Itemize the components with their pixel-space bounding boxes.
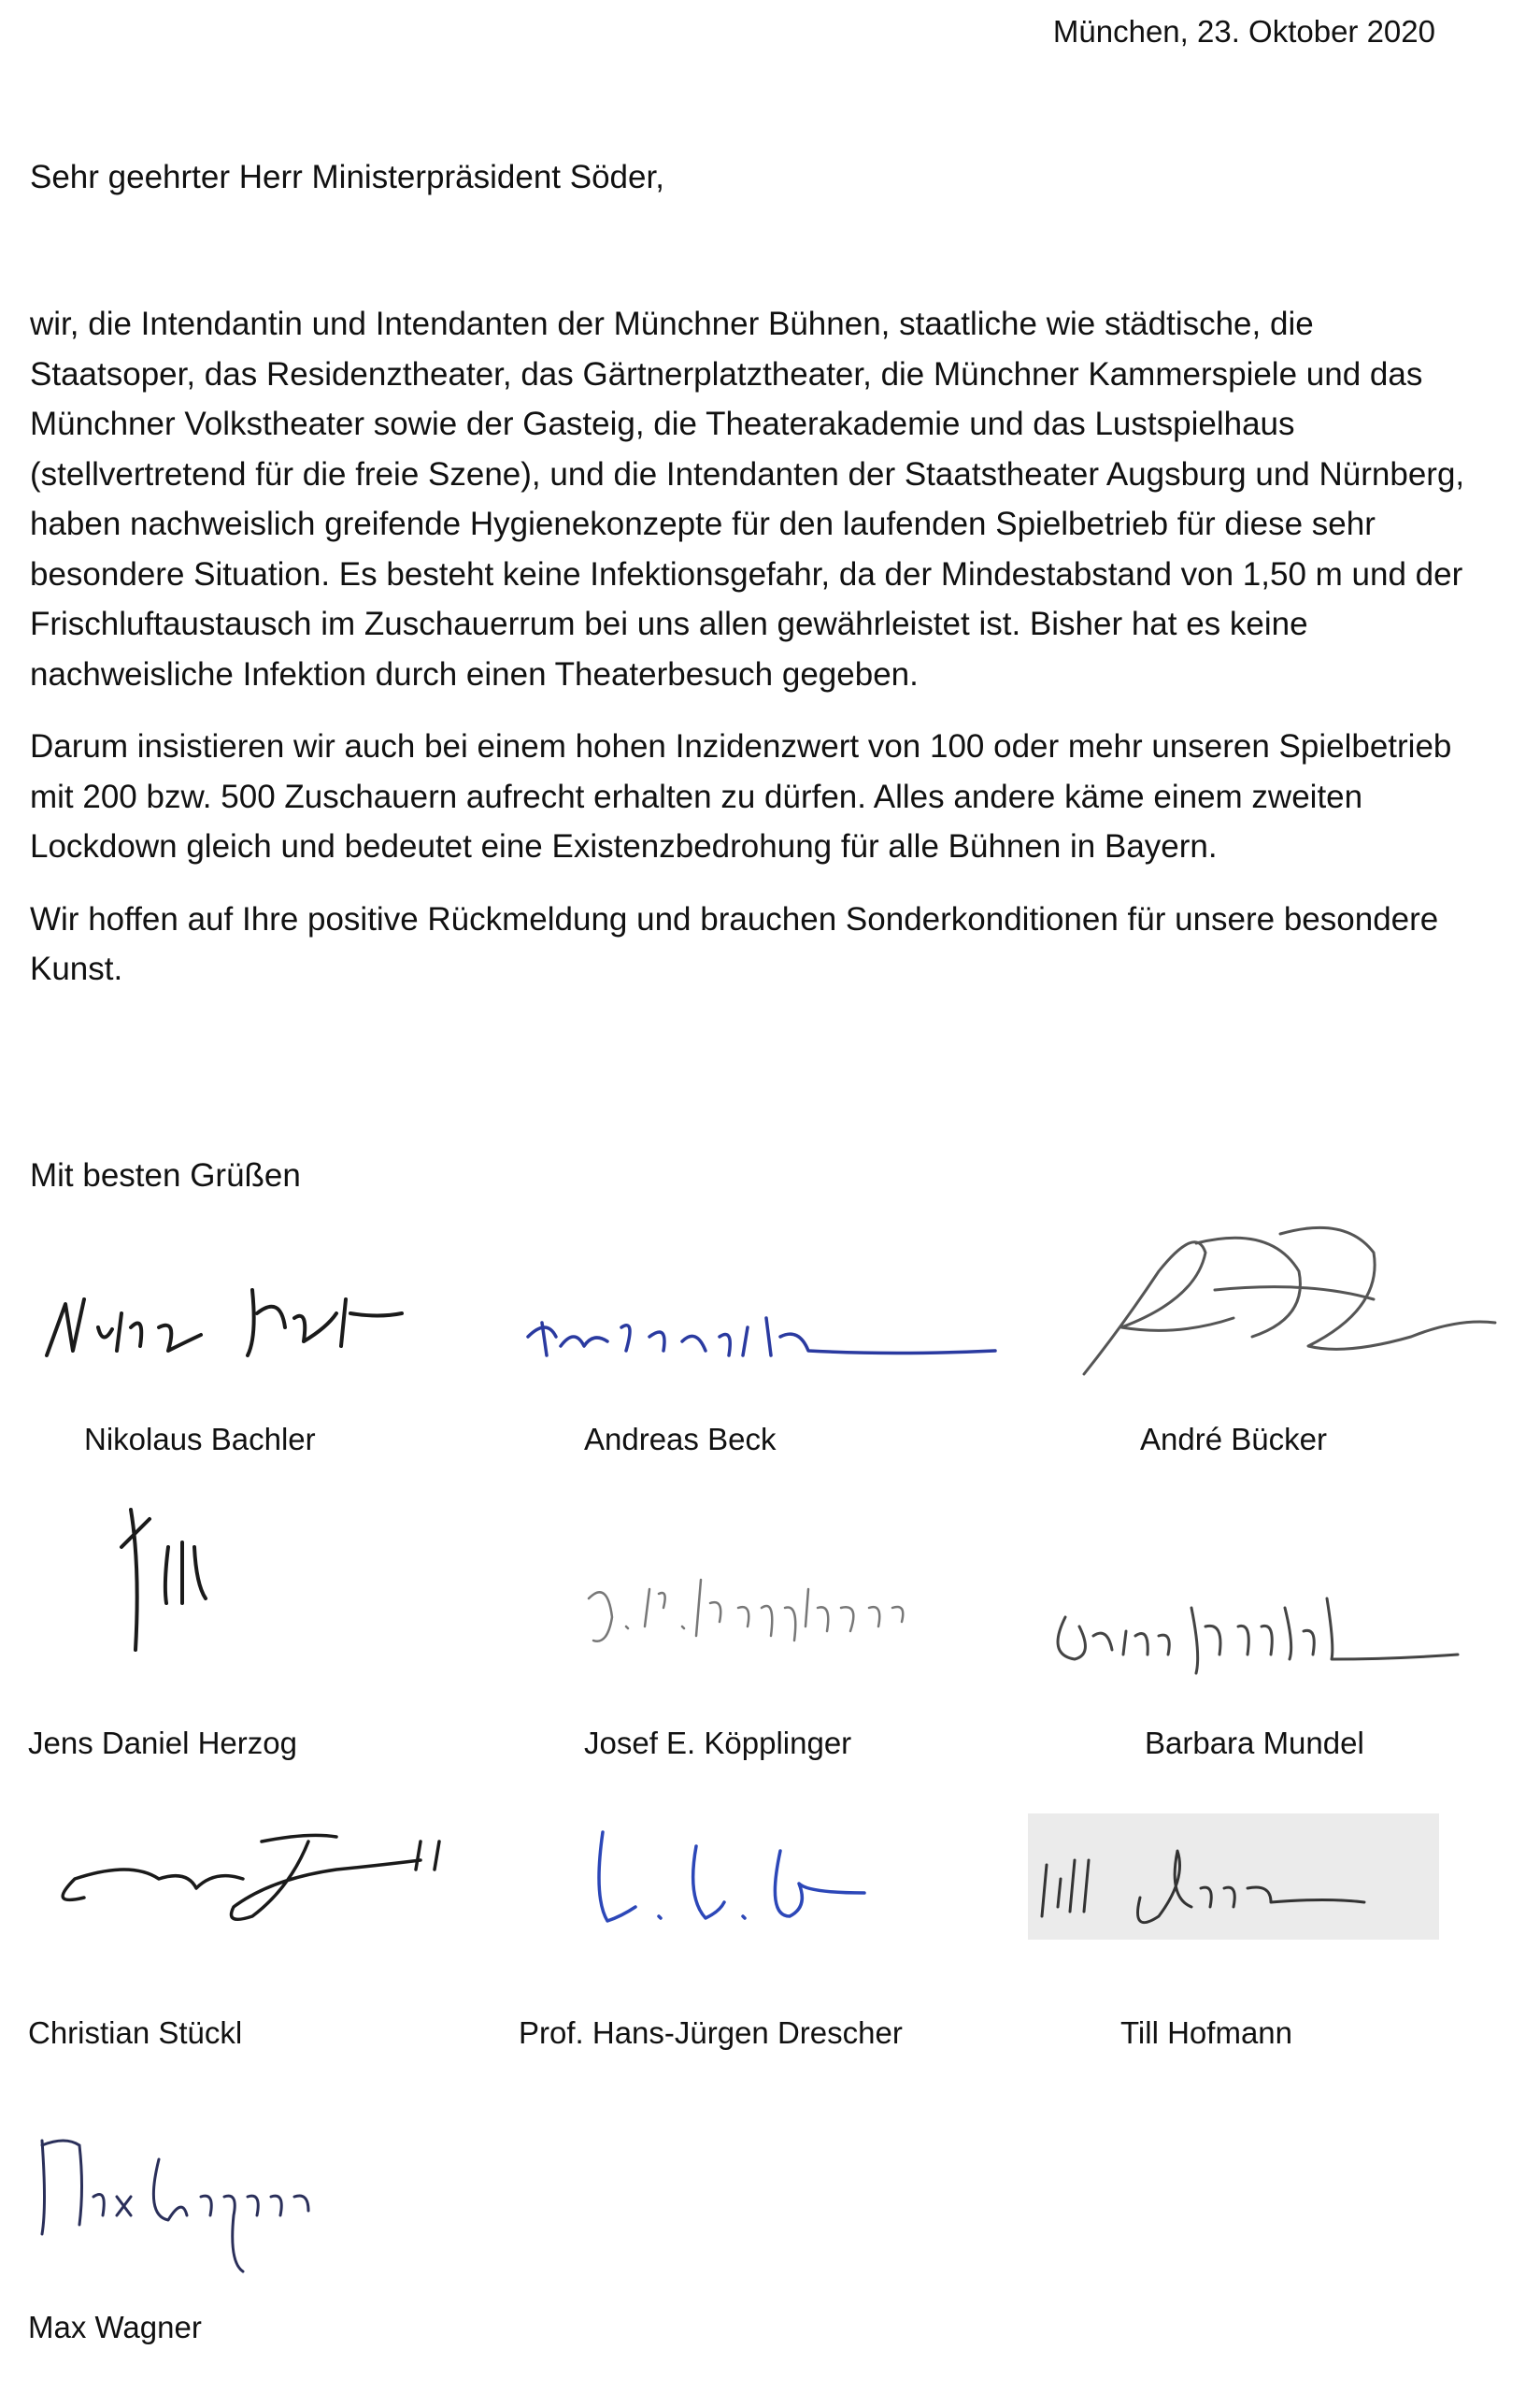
signatory-name: Max Wagner [28, 2310, 202, 2344]
signature-block-bachler [28, 1262, 449, 1486]
handwritten-signature-icon [1065, 1215, 1504, 1383]
letter-body [30, 299, 1488, 1017]
signatory-name: Nikolaus Bachler [84, 1422, 316, 1456]
signature-block-wagner [28, 2122, 421, 2374]
signatory-name: Jens Daniel Herzog [28, 1726, 297, 1760]
handwritten-signature-icon [519, 1262, 1005, 1383]
handwritten-signature-icon [519, 1813, 911, 1935]
signatory-name: Prof. Hans-Jürgen Drescher [519, 2015, 903, 2050]
handwritten-signature-icon [1028, 1813, 1439, 1944]
handwritten-signature-icon [28, 1804, 467, 1935]
signatory-name: André Bücker [1140, 1422, 1327, 1456]
closing-phrase: Mit besten Grüßen [30, 1157, 301, 1194]
signature-block-hofmann [1028, 1813, 1514, 2066]
signatory-name: Josef E. Köpplinger [584, 1726, 852, 1760]
signature-block-beck [519, 1262, 1023, 1486]
signature-block-buecker [1065, 1215, 1514, 1486]
body-paragraph: Wir hoffen auf Ihre positive Rückmeldung und brauchen Sonderkonditionen für unsere besondere Kunst. [30, 900, 1439, 987]
signatory-name: Till Hofmann [1120, 2015, 1292, 2050]
handwritten-signature-icon [1037, 1570, 1467, 1683]
body-paragraph: Darum insistieren wir auch bei einem hohen Inzidenzwert von 100 oder mehr unseren Spielbetrieb mit 200 bzw. 500 Zuschauern aufrecht erhalten zu dürfen. Alles andere käme einem zweiten Lockdown gleich und bedeutet eine Existenzbedrohung für alle Bühnen in Bayern. [30, 728, 1452, 865]
signature-block-koepplinger [570, 1552, 1037, 1781]
signature-block-herzog [28, 1491, 449, 1781]
signature-block-mundel [1037, 1570, 1504, 1781]
signatory-name: Andreas Beck [584, 1422, 777, 1456]
handwritten-signature-icon [28, 1262, 421, 1383]
handwritten-signature-icon [28, 2122, 383, 2290]
handwritten-signature-icon [28, 1491, 308, 1678]
handwritten-signature-icon [570, 1552, 962, 1655]
signatory-name: Barbara Mundel [1145, 1726, 1364, 1760]
signature-block-stueckl [28, 1804, 477, 2066]
salutation: Sehr geehrter Herr Ministerpräsident Söder, [30, 159, 664, 195]
signatory-name: Christian Stückl [28, 2015, 243, 2050]
letter-date: München, 23. Oktober 2020 [1052, 14, 1435, 49]
body-paragraph: wir, die Intendantin und Intendanten der Münchner Bühnen, staatliche wie städtische, die Staatsoper, das Residenztheater, das Gärtnerplatztheater, die Münchner Kammerspiele und das Münchner Volkstheater sowie der Gasteig, die Theaterakademie und das Lustspielhaus (stellvertretend für die freie Szene), und die Intendanten der Staatstheater Augsburg und Nürnberg, haben nachweislich greifende Hygienekonzepte für den laufenden Spielbetrieb für diese sehr besondere Situation. Es besteht keine Infektionsgefahr, da der Mindestabstand von 1,50 m und der Frischluftaustausch im Zuschauerrum bei uns allen gewährleistet ist. Bisher hat es keine nachweisliche Infektion durch einen Theaterbesuch gegeben. [30, 306, 1465, 693]
signature-block-drescher [519, 1813, 986, 2066]
